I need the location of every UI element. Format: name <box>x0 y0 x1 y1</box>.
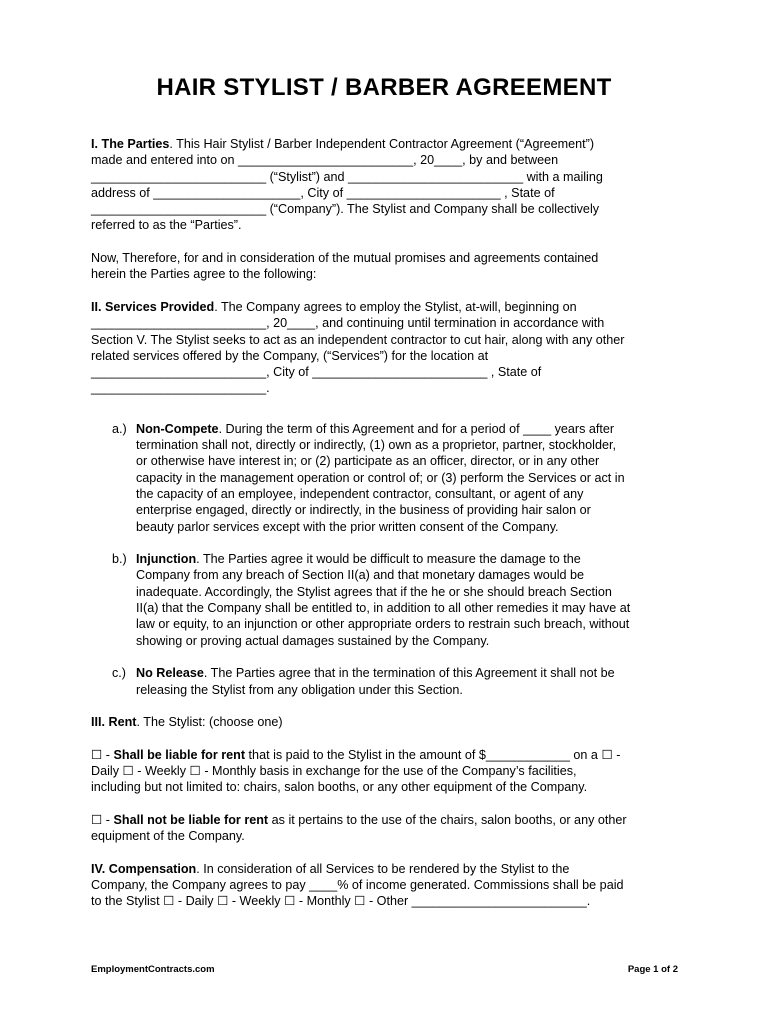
checkbox-icon: ☐ - <box>91 747 114 762</box>
rent-heading: III. Rent <box>91 715 137 730</box>
list-marker: c.) <box>112 666 126 681</box>
recital-paragraph: Now, Therefore, for and in consideration of the mutual promises and agreements contained herein the Parties agree to the following: <box>91 251 599 282</box>
subsection-injunction: b.) Injunction. The Parties agree it would be difficult to measure the damage to the Company from any breach of Section II(a) and that monetary damages would be inadequate. Accordingly, the Stylist agrees that if the he or she should breach Section II(a) that the Company shall be entitled to, in addition to all other remedies it may have at law or equity, to an injunction or other appropriate orders to restrain such breach, without showing or proving actual damages sustained by the Company. <box>112 552 631 648</box>
non-compete-heading: Non-Compete <box>136 421 219 436</box>
document-title: HAIR STYLIST / BARBER AGREEMENT <box>156 74 612 101</box>
section-rent: III. Rent. The Stylist: (choose one) <box>91 715 283 730</box>
section-parties: I. The Parties. This Hair Stylist / Barber Independent Contractor Agreement (“Agreement”) made and entered into on _________________________, 20____, by and between _________________________ (“Stylist”) and _________________________ with a mailing address of _____________________, City of ______________________ , State of _________________________ (“Company”). The Stylist and Company shall be collectively referred to as the “Parties”. <box>91 137 603 233</box>
services-heading: II. Services Provided <box>91 299 215 314</box>
section-services: II. Services Provided. The Company agrees to employ the Stylist, at-will, beginning on _________________________, 20____, and continuing until termination in accordance with Section V. The Stylist seeks to act as an independent contractor to cut hair, along with any other related services offered by the Company, (“Services”) for the location at _________________________, City of _________________________ , State of _________________________. <box>91 299 625 396</box>
section-compensation: IV. Compensation. In consideration of all Services to be rendered by the Stylist to the Company, the Company agrees to pay ____% of income generated. Commissions shall be paid to the Stylist ☐ - Daily ☐ - Weekly ☐ - Monthly ☐ - Other _________________________. <box>91 861 624 909</box>
document-body <box>91 136 691 926</box>
list-marker: a.) <box>112 421 127 436</box>
subsection-non-compete: a.) Non-Compete. During the term of this Agreement and for a period of ____ years after termination shall not, directly or indirectly, (1) own as a proprietor, partner, stockholder, or otherwise have interest in; or (2) participate as an officer, director, or in any other capacity in the management operation or control of; or (3) perform the Services or act in the capacity of an employee, independent contractor, consultant, or agent of any enterprise engaged, directly or indirectly, in the business of providing hair salon or beauty parlor services except with the prior written consent of the Company. <box>112 421 625 534</box>
checkbox-icon: ☐ - <box>91 812 114 827</box>
compensation-heading: IV. Compensation <box>91 861 197 876</box>
rent-option-liable: ☐ - Shall be liable for rent that is paid to the Stylist in the amount of $____________ on a ☐ - Daily ☐ - Weekly ☐ - Monthly basis in exchange for the use of the Company’s facilities, including but not limited to: chairs, salon booths, or any other equipment of the Company. <box>91 747 621 795</box>
footer-site: EmploymentContracts.com <box>91 964 215 975</box>
injunction-heading: Injunction <box>136 552 197 567</box>
rent-option-not-liable: ☐ - Shall not be liable for rent as it pertains to the use of the chairs, salon booths, or any other equipment of the Company. <box>91 812 627 844</box>
subsection-no-release: c.) No Release. The Parties agree that in the termination of this Agreement it shall not be releasing the Stylist from any obligation under this Section. <box>112 666 615 697</box>
no-release-heading: No Release <box>136 666 204 681</box>
footer-page-number: Page 1 of 2 <box>627 964 678 975</box>
list-marker: b.) <box>112 552 127 567</box>
parties-heading: I. The Parties <box>91 137 170 151</box>
